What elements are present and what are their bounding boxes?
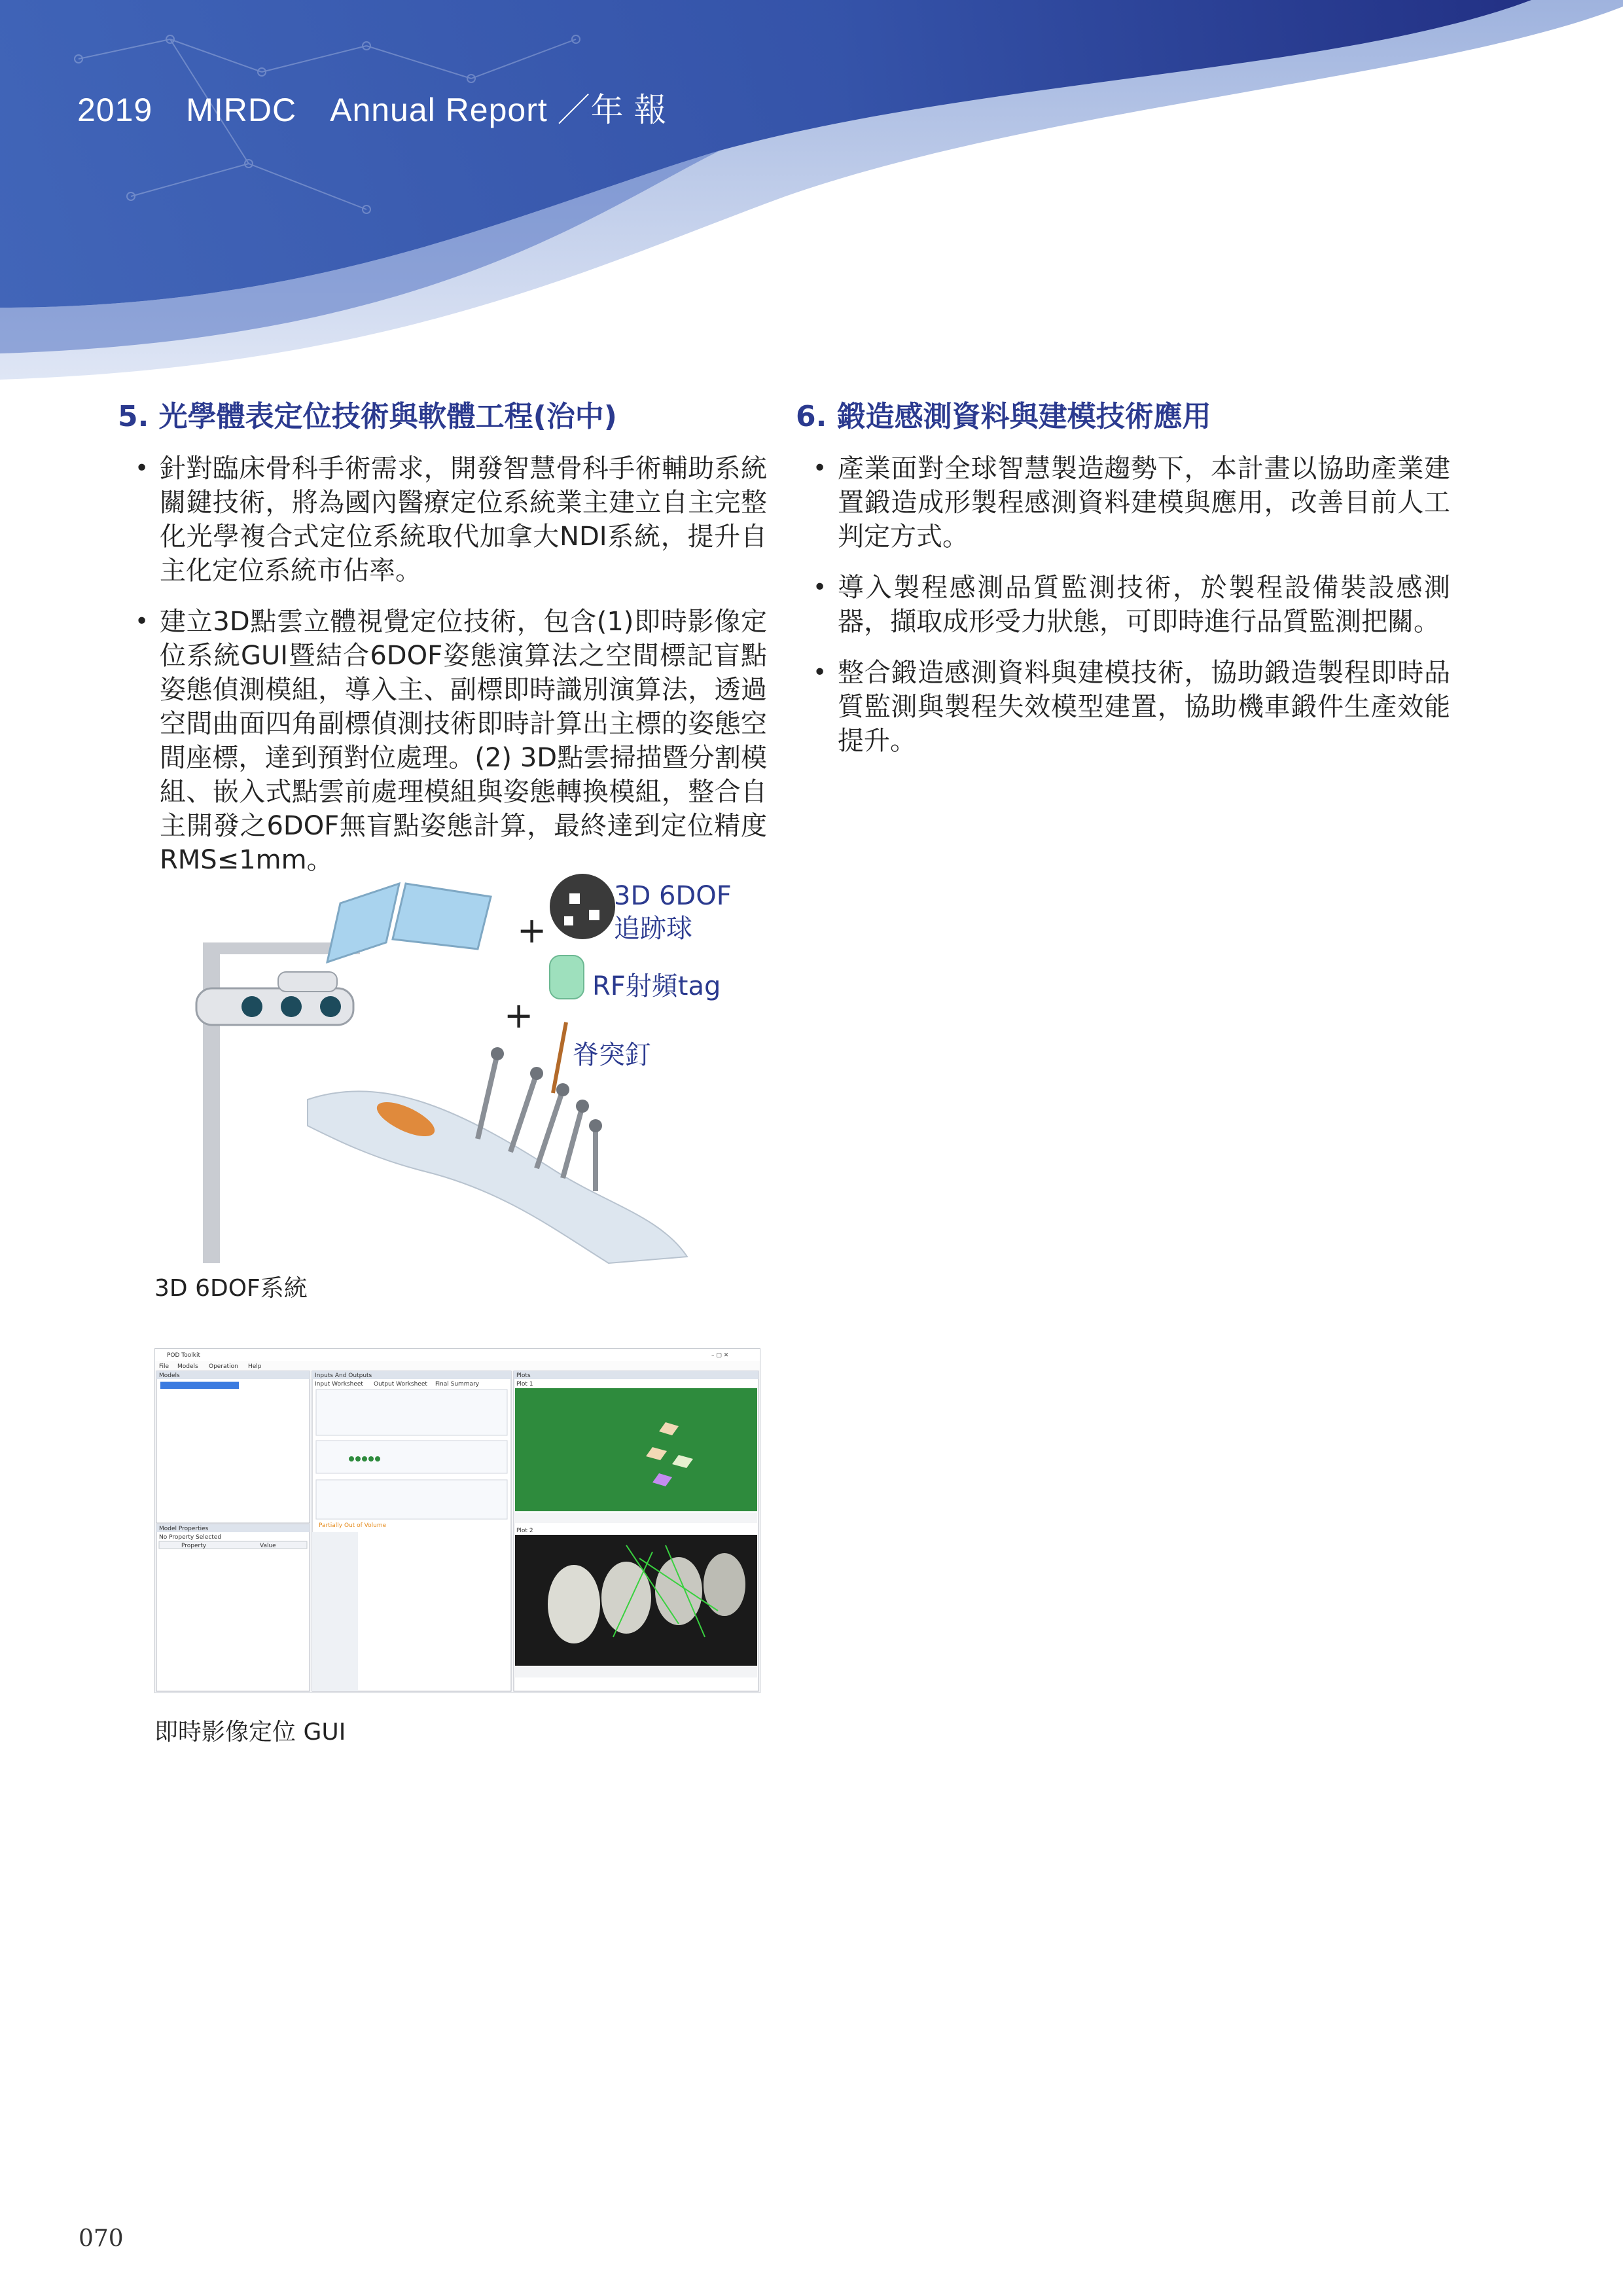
tracker-ball xyxy=(550,874,615,939)
tab-output-worksheet: Output Worksheet xyxy=(374,1381,427,1388)
plus-sign: + xyxy=(517,910,547,951)
list-item xyxy=(809,452,1450,554)
camera-lens xyxy=(320,996,341,1017)
volume-warning: Partially Out of Volume xyxy=(319,1522,387,1529)
section-6-bullets xyxy=(809,452,1450,758)
data-block xyxy=(316,1390,507,1435)
vertebra xyxy=(704,1553,745,1616)
bullet-text: 整合鍛造感測資料與建模技術，協助鍛造製程即時品質監測與製程失效模型建置，協助機車鍛件生產效能提升。 xyxy=(838,658,1450,756)
bullet-dot: • xyxy=(813,455,827,482)
model-properties-label: Model Properties xyxy=(159,1526,209,1532)
section-5 xyxy=(118,393,767,894)
section-6-title: 6. 鍛造感測資料與建模技術應用 xyxy=(796,400,1211,433)
bullet-text: 建立3D點雲立體視覺定位技術，包含(1)即時影像定位系統GUI暨結合6DOF姿態演算法之空間標記盲點姿態偵測模組，導入主、副標即時識別演算法，透過空間曲面四角副標偵測技術即時計算出主標的姿態空間座標，達到預對位處理。(2) 3D點雲掃描暨分割模組、嵌入式點雲前處理模組與姿態轉換模組，整合自主開發之6DOF無盲點姿態計算，最終達到定位精度RMS≤1mm。 xyxy=(160,607,767,875)
camera-lens xyxy=(241,996,262,1017)
bullet-text: 導入製程感測品質監測技術，於製程設備裝設感測器，擷取成形受力狀態，可即時進行品質監測把關。 xyxy=(838,573,1450,637)
window-controls: – ▢ ✕ xyxy=(711,1352,729,1359)
camera-lens xyxy=(281,996,302,1017)
menu-operation: Operation xyxy=(209,1363,238,1370)
report-title: 2019 MIRDC Annual Report ／年 報 xyxy=(77,92,668,128)
models-label: Models xyxy=(159,1372,180,1379)
plot1-canvas xyxy=(515,1388,757,1511)
models-panel xyxy=(156,1371,310,1523)
bullet-text: 產業面對全球智慧製造趨勢下，本計畫以協助產業建置鍛造成形製程感測資料建模與應用，改善目前人工判定方式。 xyxy=(838,454,1450,552)
plots-header xyxy=(514,1371,758,1379)
monitor-panel xyxy=(393,884,491,949)
property-column: Property xyxy=(181,1543,207,1549)
plots-label: Plots xyxy=(516,1372,531,1379)
marker xyxy=(569,893,580,904)
spinous-screw xyxy=(553,1022,566,1093)
marker xyxy=(564,916,573,925)
header-banner xyxy=(0,0,1623,406)
data-block xyxy=(316,1480,507,1519)
list-item xyxy=(131,605,767,877)
monitor-panel xyxy=(327,884,399,962)
figure-gui-screenshot xyxy=(154,1348,760,1693)
section-6 xyxy=(796,393,1450,775)
no-property-label: No Property Selected xyxy=(159,1534,222,1541)
bullet-dot: • xyxy=(813,659,827,686)
menu-help: Help xyxy=(248,1363,262,1370)
bullet-text: 針對臨床骨科手術需求，開發智慧骨科手術輔助系統關鍵技術，將為國內醫療定位系統業主建立自主完整化光學複合式定位系統取代加拿大NDI系統，提升自主化定位系統市佔率。 xyxy=(160,454,767,586)
rf-tag-label: RF射頻tag xyxy=(592,971,721,1001)
tab-final-summary: Final Summary xyxy=(435,1381,480,1388)
figure-6dof-system xyxy=(190,864,779,1270)
plus-sign: + xyxy=(504,995,534,1036)
plot2-label: Plot 2 xyxy=(516,1528,533,1534)
title-bar xyxy=(155,1349,760,1361)
page-number: 070 xyxy=(79,2225,124,2252)
menu-bar xyxy=(155,1361,760,1370)
bullet-dot: • xyxy=(135,455,149,482)
list-item xyxy=(809,571,1450,639)
plot1-label: Plot 1 xyxy=(516,1381,533,1388)
list-item xyxy=(131,452,767,588)
rf-tag xyxy=(550,956,584,999)
figure-6dof-caption: 3D 6DOF系統 xyxy=(154,1275,308,1302)
tab-input-worksheet: Input Worksheet xyxy=(315,1381,363,1388)
sidebar-strip xyxy=(312,1532,358,1691)
menu-file: File xyxy=(159,1363,169,1370)
screw-label: 脊突釘 xyxy=(573,1040,651,1070)
menu-models: Models xyxy=(177,1363,198,1370)
data-block xyxy=(316,1441,507,1473)
model-selected-item xyxy=(160,1382,239,1389)
bullet-dot: • xyxy=(813,574,827,601)
figure-gui-caption: 即時影像定位 GUI xyxy=(154,1719,346,1746)
camera-head xyxy=(278,972,337,992)
marker xyxy=(589,910,599,920)
bullet-dot: • xyxy=(135,608,149,635)
window-title: POD Toolkit xyxy=(167,1352,201,1359)
vertebra xyxy=(548,1565,600,1643)
tracker-sub-label: 追跡球 xyxy=(614,914,692,944)
value-column: Value xyxy=(260,1543,276,1549)
plot-toolbar xyxy=(515,1513,757,1523)
gui-illustration xyxy=(155,1349,760,1693)
inputs-outputs-label: Inputs And Outputs xyxy=(315,1372,372,1379)
section-5-bullets xyxy=(131,452,767,877)
model-properties-panel xyxy=(156,1524,310,1691)
spine-model xyxy=(308,1091,687,1263)
tracker-label: 3D 6DOF xyxy=(614,881,732,911)
section-5-title: 5. 光學體表定位技術與軟體工程(治中) xyxy=(118,400,617,433)
plot-toolbar xyxy=(515,1667,757,1677)
list-item xyxy=(809,656,1450,758)
